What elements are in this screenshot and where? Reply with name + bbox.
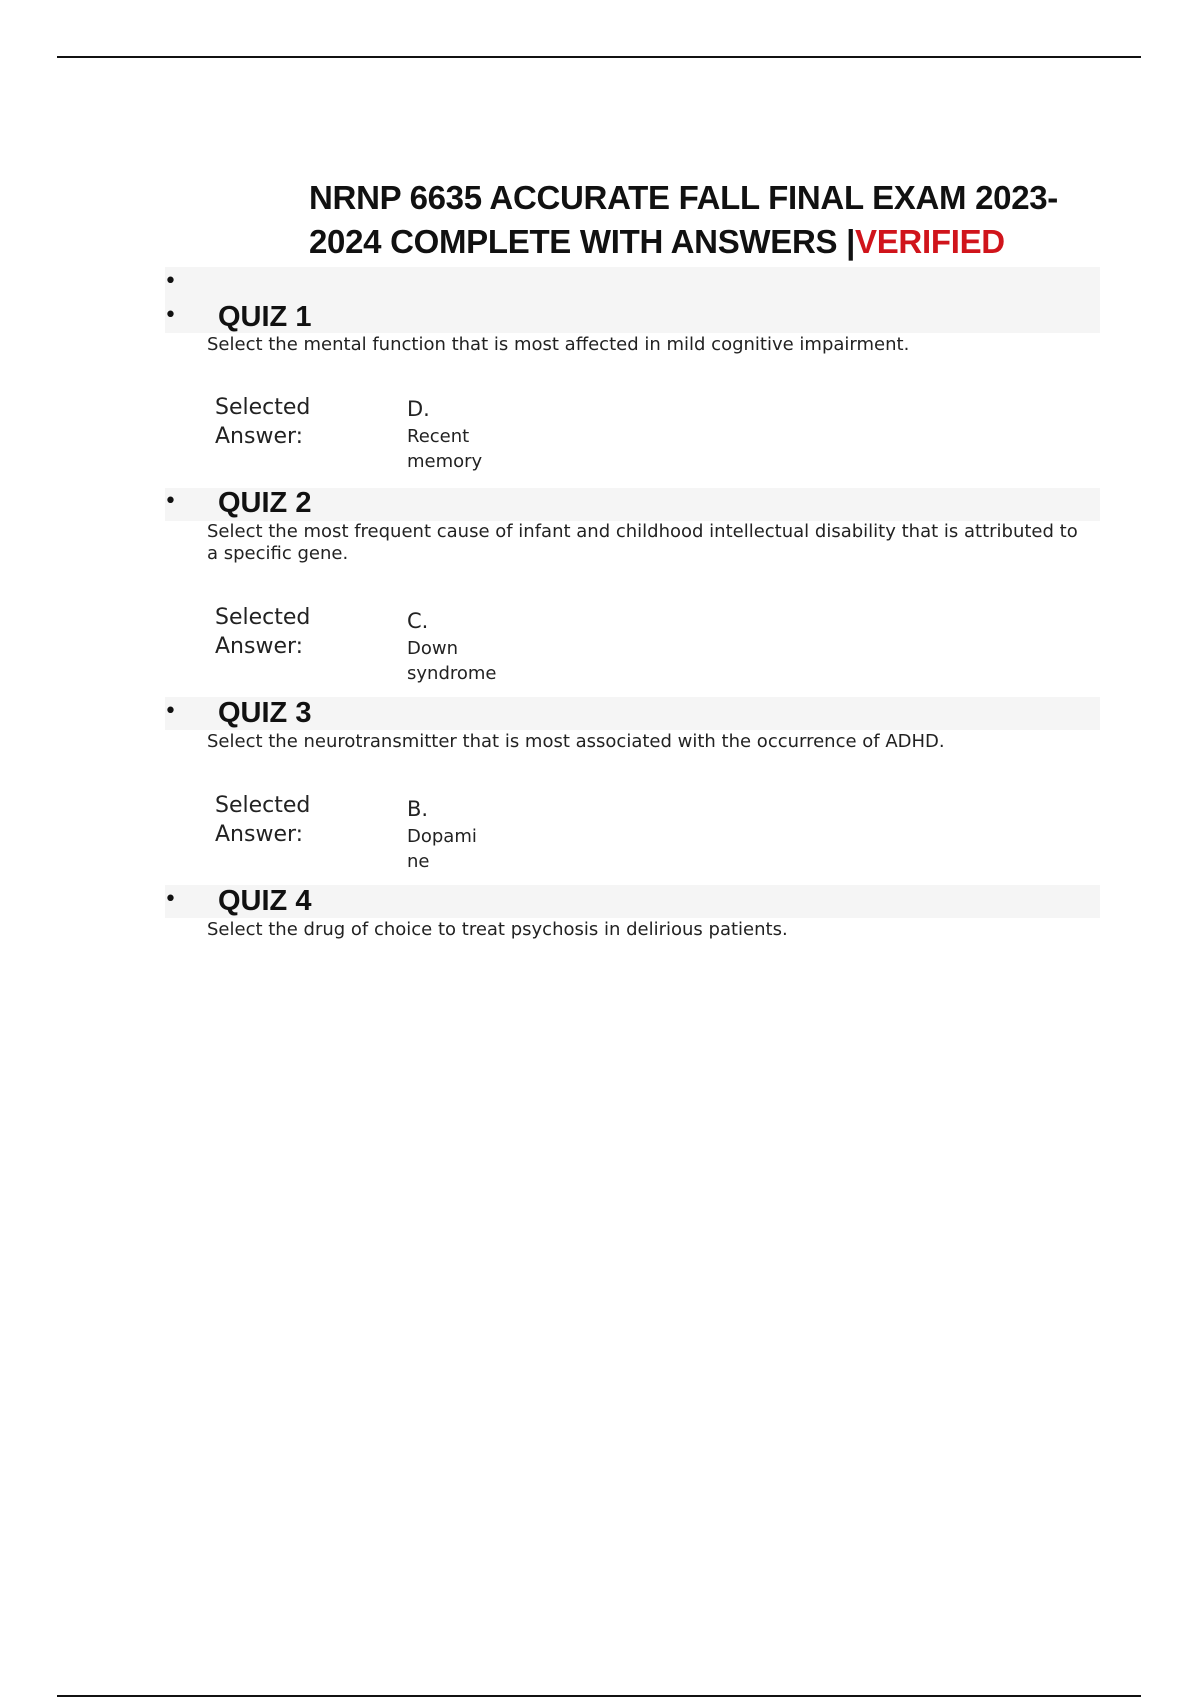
document-title: [309, 176, 1058, 264]
title-line-1: NRNP 6635 ACCURATE FALL FINAL EXAM 2023-: [309, 179, 1058, 216]
bullet: •: [164, 269, 177, 294]
top-rule: [57, 56, 1141, 58]
title-line-2: [309, 220, 1058, 264]
verified-label: VERIFIED: [855, 223, 1005, 260]
quiz-2-heading: QUIZ 2: [218, 487, 312, 519]
selected-answer-label: Selected Answer:: [215, 793, 311, 847]
bottom-rule: [57, 1695, 1141, 1697]
bullet: •: [164, 489, 177, 514]
bullet: •: [164, 699, 177, 724]
quiz-1-heading: QUIZ 1: [218, 301, 312, 333]
quiz-1-question: Select the mental function that is most affected in mild cognitive impairment.: [207, 334, 910, 355]
quiz-3-answer: B. Dopami ne: [407, 797, 477, 872]
quiz-4-heading: QUIZ 4: [218, 885, 312, 917]
title-text: 2024 COMPLETE WITH ANSWERS |: [309, 223, 856, 260]
quiz-3-heading: QUIZ 3: [218, 697, 312, 729]
quiz-3-question: Select the neurotransmitter that is most associated with the occurrence of ADHD.: [207, 731, 945, 752]
bullet: •: [164, 303, 177, 328]
bullet: •: [164, 887, 177, 912]
quiz-2-answer: C. Down syndrome: [407, 609, 497, 684]
quiz-1-answer: D. Recent memory: [407, 397, 483, 472]
selected-answer-label: Selected Answer:: [215, 605, 311, 659]
quiz-4-question: Select the drug of choice to treat psychosis in delirious patients.: [207, 919, 788, 940]
selected-answer-label: Selected Answer:: [215, 395, 311, 449]
quiz-2-question: Select the most frequent cause of infant and childhood intellectual disability that is attributed to a specific gene.: [207, 521, 1078, 564]
